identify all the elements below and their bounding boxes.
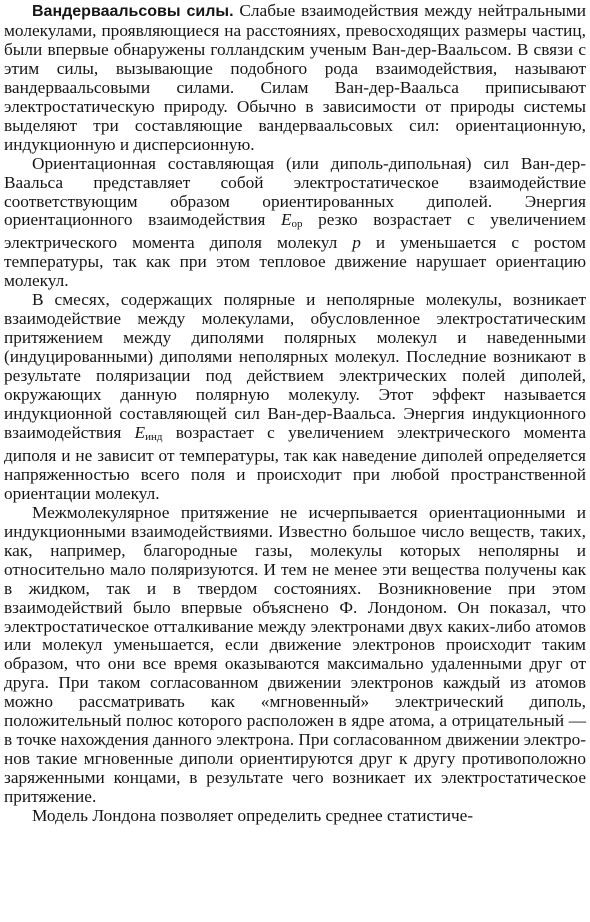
paragraph-text: резко возрастает с увеличением электрического момента диполя молекул — [4, 210, 586, 253]
paragraph-orientation-component — [4, 155, 586, 292]
paragraph-text: Межмолекулярное притяжение не исчерпывается ориентационными и индукционными взаимодействиями. Известно большое число веществ, таких, как, например, благородные газы, молекулы которых неполярны и относительно мало поляризуются. И тем не менее эти вещества получены как в жидком, так и в твердом состояниях. Возникновение при этом взаимодействий было впервые объяснено Ф. Лондоном. Он показал, что электростатическое отталкивание между электронами двух каких-либо атомов или молекул уменьшается, если движение электронов происходит таким образом, что они все время оказываются максимально удаленными друг от друга. При таком согласованном движении электронов каждый из атомов можно рассматривать как «мгновенный» электрический диполь, положительный полюс которого расположен в ядре атома, а отрицательный — в точке нахождения данного электрона. При согласованном движении электронов такие мгновенные диполи ориентируются друг к другу противоположно заряженными концами, в результате чего возникает их электростатическое притяжение. — [4, 502, 586, 807]
energy-symbol-subscript: инд — [145, 430, 163, 443]
paragraph-text: Ориентационная составляющая (или диполь-дипольная) сил Ван-дер-Ваальса представляет собой электростатическое взаимодействие соответствующим образом ориентированных диполей. Энергия ориентационного взаимодействия — [4, 153, 586, 230]
paragraph-text: В смесях, содержащих полярные и неполярные молекулы, возникает взаимодействие между молекулами, обусловленное электростатическим притяжением между диполями полярных молекул и наведенными (индуцированными) диполями неполярных молекул. Последние возникают в результате поляризации под действием электрических полей диполей, окружающих данную полярную молекулу. Этот эффект называется индукционной составляющей сил Ван-дер-Ваальса. Энергия индукционного взаимодействия — [4, 290, 586, 442]
paragraph-induction-component — [4, 291, 586, 503]
energy-symbol-subscript: ор — [291, 218, 303, 231]
paragraph-text: Модель Лондона позволяет определить среднее статистиче- — [32, 806, 474, 826]
paragraph-text: и уменьшается с ростом температуры, так как при этом тепловое движение нарушает ориентацию молекул. — [4, 233, 586, 291]
energy-symbol-letter: E — [280, 210, 292, 230]
energy-symbol — [135, 423, 163, 442]
paragraph-london-model — [4, 807, 586, 826]
bold-term-heading: Вандерваальсовы силы. — [32, 3, 234, 20]
paragraph-text: возрастает с увеличением электрического момента диполя и не зависит от температуры, так как наведение диполей определяется напряженностью всего поля и происходит при любой пространственной ориентации молекул. — [4, 422, 587, 503]
paragraph-van-der-waals-intro — [4, 2, 586, 155]
energy-symbol-letter: E — [134, 422, 146, 442]
dipole-moment-symbol: p — [352, 233, 361, 253]
paragraph-dispersion-london — [4, 504, 586, 807]
energy-symbol — [281, 210, 303, 229]
document-page — [4, 2, 586, 826]
paragraph-text: Слабые взаимодействия между нейтральными молекулами, проявляющиеся на расстояниях, превосходящих размеры частиц, были впервые обнаружены голландским ученым Ван-дер-Ваальсом. В связи с этим силы, вызывающие подобного рода взаимодействия, называют вандерваальсовыми силами. Силам Ван-дер-Ваальса приписывают электростатическую природу. Обычно в зависимости от природы системы выделяют три составляющие вандерваальсовых сил: ориентационную, индукционную и дисперсионную. — [4, 1, 586, 154]
